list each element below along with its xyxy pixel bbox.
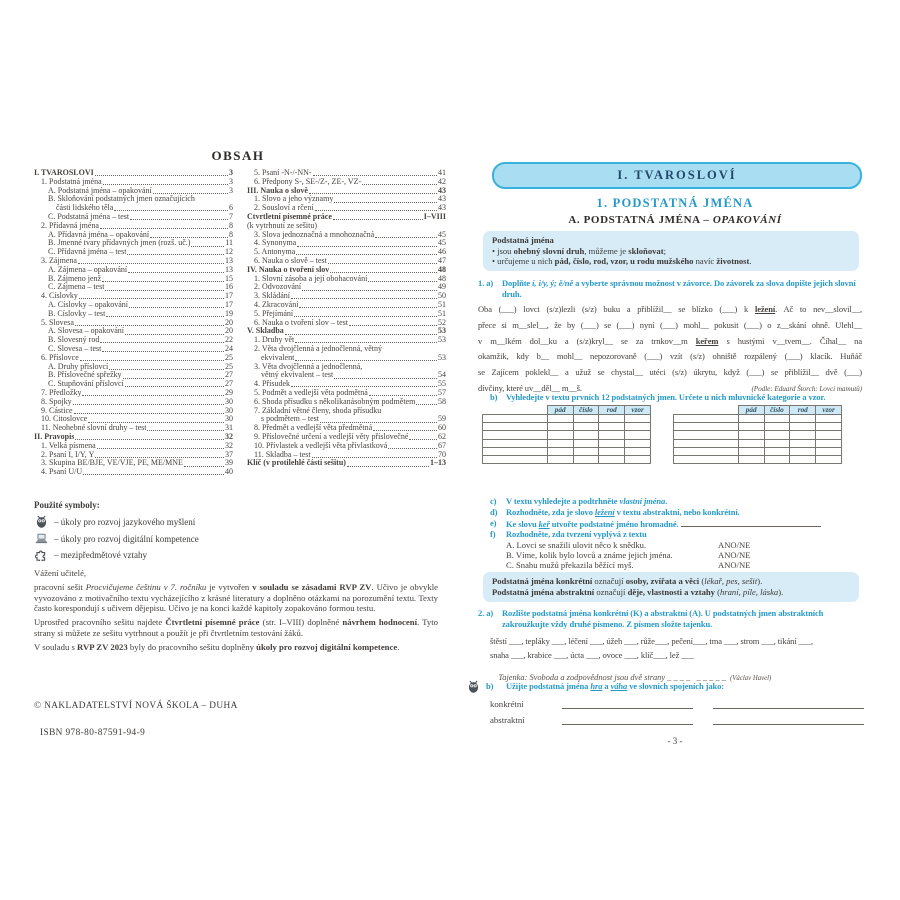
symbols-legend (34, 500, 434, 566)
toc-page-number: 15 (225, 274, 233, 283)
toc-entry: 6. Nauka o tvoření slov – test 52 (254, 318, 446, 327)
dot-leader (191, 246, 224, 247)
toc-page-number: 19 (225, 309, 233, 318)
toc-page-number: 13 (225, 256, 233, 265)
exercise-1f-instruction: f) Rozhodněte, zda tvrzení vyplývá z textu (490, 529, 647, 539)
dot-leader (368, 281, 437, 282)
toc-page-number: 46 (438, 248, 446, 257)
toc-entry: A. Zájmena – opakování 13 (48, 265, 233, 274)
toc-entry: 9. Příslovečné určení a vedlejší věty příslovečné 62 (254, 432, 446, 441)
toc-page-number: 52 (438, 318, 446, 327)
toc-entry: II. Pravopis 32 (34, 432, 233, 441)
dot-leader (294, 316, 437, 317)
exercise-number: 2. a) (478, 608, 494, 618)
toc-page-number: 47 (438, 256, 446, 265)
dot-leader (95, 457, 224, 458)
toc-page-number: 62 (438, 432, 446, 441)
toc-entry: 11. Skladba – test 70 (254, 450, 446, 459)
toc-page-number: 22 (225, 336, 233, 345)
right-page (460, 150, 880, 790)
dot-leader (375, 237, 437, 238)
dot-leader (334, 378, 437, 379)
dot-leader (78, 263, 224, 264)
toc-column-left (34, 169, 233, 477)
toc-page-number: 43 (438, 186, 446, 195)
table-cell (673, 455, 739, 464)
infobox-line: Podstatná jména abstraktní označují děje, vlastnosti a vztahy (hraní, píle, láska). (492, 587, 784, 597)
dot-leader (102, 351, 224, 352)
toc-entry: 2. Odvozování 49 (254, 283, 446, 292)
cloze-text (478, 302, 862, 397)
toc-column-right (247, 169, 446, 477)
toc-entry: s podmětem – test 59 (261, 415, 446, 424)
toc-page-number: 48 (438, 265, 446, 274)
table-header-cell: číslo (764, 405, 791, 415)
toc-page-number: 16 (225, 283, 233, 292)
toc-page-number: 40 (225, 468, 233, 477)
dot-leader (88, 422, 224, 423)
infobox-title: Podstatná jména (492, 235, 554, 245)
toc-page-number: 50 (438, 292, 446, 301)
dot-leader (153, 193, 228, 194)
toc-entry: A. Číslovky – opakování 17 (48, 300, 233, 309)
ano-ne-choice: ANO/NE (718, 560, 751, 570)
infobox-line: • jsou ohebný slovní druh, můžeme je skloňovat; (492, 245, 666, 256)
dot-leader (103, 184, 228, 185)
dot-leader (333, 219, 423, 220)
toc-entry: 1. Druhy vět 53 (254, 336, 446, 345)
answer-blank (713, 698, 864, 709)
answer-blank (681, 518, 821, 527)
toc-page-number: 45 (438, 239, 446, 248)
toc-page-number: 11 (225, 239, 233, 248)
toc-entry: 4. Číslovky 17 (41, 292, 233, 301)
toc-page-number: 57 (438, 388, 446, 397)
dot-leader (75, 325, 224, 326)
toc-page-number: 17 (225, 292, 233, 301)
toc-entry: Klíč (v protilehlé části sešitu) 1–13 (247, 459, 446, 468)
toc-page-number: 12 (225, 248, 233, 257)
laptop-icon (34, 533, 48, 544)
toc-page-number: 8 (229, 230, 233, 239)
table-cell (815, 455, 842, 464)
dot-leader (309, 193, 437, 194)
symbols-list (34, 515, 434, 561)
toc-entry: 6. Předpony S-, SE-/Z-, ZE-, VZ- 42 (254, 177, 446, 186)
toc-entry: 1. Podstatná jména 3 (41, 177, 233, 186)
toc-entry: 4. Přísudek 55 (254, 380, 446, 389)
symbol-legend-item (34, 515, 434, 528)
toc-page-number: 55 (438, 380, 446, 389)
true-false-item: B. Víme, kolik bylo lovců a známe jejich jména. ANO/NE (506, 550, 751, 560)
dot-leader (100, 228, 228, 229)
dot-leader (330, 272, 437, 273)
exercise-1c-instruction: c) V textu vyhledejte a podtrhněte vlastní jména. (490, 496, 668, 506)
toc-entry: 1. Slovo a jeho významy 43 (254, 195, 446, 204)
left-page (30, 148, 446, 788)
toc-entry: 6. Shoda přísudku s několikanásobným podmětem 58 (254, 397, 446, 406)
toc-entry: C. Podstatná jména – test 7 (48, 212, 233, 221)
toc-entry: A. Podstatná jména – opakování 3 (48, 186, 233, 195)
toc-entry: III. Nauka o slově 43 (247, 186, 446, 195)
toc-entry: B. Skloňování podstatných jmen označujících (48, 195, 195, 204)
toc-page-number: 51 (438, 300, 446, 309)
teacher-letter (34, 568, 438, 656)
dot-leader (328, 263, 437, 264)
toc-page-number: 1–13 (430, 459, 446, 468)
toc-page-number: 25 (225, 353, 233, 362)
exercise-1b-instruction: b) Vyhledejte v textu prvních 12 podstatných jmen. Určete u nich mluvnické kategorie a vzor. (490, 392, 826, 402)
toc-page-number: 30 (225, 406, 233, 415)
toc-page-number: 37 (225, 450, 233, 459)
toc-entry: 4. Synonyma 45 (254, 239, 446, 248)
toc-entry: 10. Citoslovce 30 (41, 415, 233, 424)
dot-leader (74, 413, 224, 414)
toc-entry: 2. Přídavná jména 8 (41, 221, 233, 230)
toc-entry: Čtvrtletní písemné práce I–VIII (247, 212, 446, 221)
dot-leader (297, 246, 437, 247)
dot-leader (347, 466, 429, 467)
toc-page-number: 32 (225, 432, 233, 441)
toc-entry: IV. Nauka o tvoření slov 48 (247, 265, 446, 274)
dot-leader (296, 254, 437, 255)
toc-page-number: 29 (225, 388, 233, 397)
toc-page-number: 51 (438, 309, 446, 318)
toc-page-number: 53 (438, 353, 446, 362)
table-header-cell: číslo (573, 405, 600, 415)
toc-entry: 10. Přívlastek a vedlejší věta přívlastková 67 (254, 441, 446, 450)
dot-leader (130, 219, 228, 220)
infobox-line: • určujeme u nich pád, číslo, rod, vzor, u rodu mužského navíc životnost. (492, 256, 752, 267)
dot-leader (349, 325, 437, 326)
cloze-line: přece si m__slel__, že by (___) se (___) nyní (___) mohl__ pokusit (___) o z__skání ohně. Ulehl__ (478, 319, 862, 330)
dot-leader (313, 175, 437, 176)
exercise-2a-instruction: 2. a) Rozlište podstatná jména konkrétní (K) a abstraktní (A). U podstatných jmen abstraktních zakroužkujte vždy druhé písmeno. Z písmen složte tajenku. (478, 608, 824, 629)
table-row (483, 456, 656, 464)
toc-entry: B. Zájmeno jenž 15 (48, 274, 233, 283)
dot-leader (125, 386, 224, 387)
dot-leader (285, 334, 437, 335)
toc-entry: 2. Psaní I, Í/Y, Ý 37 (41, 450, 233, 459)
letter-paragraph: Uprostřed pracovního sešitu najdete Čtvrtletní písemné práce (str. I–VIII) doplněné návrhem hodnocení. Tyto strany si můžete ze sešitu vytrhnout a použít je při čtvrtletním testování žáků. (34, 617, 438, 638)
toc-entry: 3. Zájmena 13 (41, 256, 233, 265)
dot-leader (123, 378, 224, 379)
toc-entry: C. Zájmena – test 16 (48, 283, 233, 292)
exercise-2b-instruction: b) Užijte podstatná jména hra a váha ve slovních spojeních jako: (468, 681, 864, 696)
symbol-label: – úkoly pro rozvoj jazykového myšlení (54, 516, 196, 527)
exercise-1d-instruction: d) Rozhodněte, zda je slovo ležení v textu abstraktní, nebo konkrétní. (490, 507, 740, 517)
dot-leader (302, 290, 437, 291)
dot-leader (75, 439, 224, 440)
symbol-legend-item (34, 549, 434, 561)
cloze-line: okamžik, kdy b__ mohl__ nepozorovaně (___) vzít (s/z) ohniště rozpálený (___) klacík. Huňáč (478, 351, 862, 362)
dot-leader (95, 175, 228, 176)
toc-entry: ekvivalent 53 (261, 353, 446, 362)
answer-blank (562, 714, 693, 725)
toc-page-number: 58 (438, 397, 446, 406)
toc-page-number: 27 (225, 380, 233, 389)
table-header-cell: rod (789, 405, 816, 415)
letter-salutation: Vážení učitelé, (34, 568, 87, 578)
dot-leader (295, 342, 437, 343)
toc-page-number: 20 (225, 327, 233, 336)
toc-entry: 5. Antonyma 46 (254, 248, 446, 257)
dot-leader (295, 360, 437, 361)
fill-row-abstraktni: abstraktní (490, 714, 864, 725)
toc-entry: části lidského těla 6 (56, 204, 233, 213)
dot-leader (320, 422, 437, 423)
toc-page-number: 3 (229, 169, 233, 177)
dot-leader (291, 386, 437, 387)
toc-entry: 2. Věta dvojčlenná a jednočlenná, větný (254, 344, 383, 353)
toc-entry: B. Slovesný rod 22 (48, 336, 233, 345)
toc-page-number: 53 (438, 327, 446, 336)
toc-entry: (k vytrhnutí ze sešitu) (247, 221, 317, 230)
toc-page-number: 42 (438, 177, 446, 186)
toc-page-number: 45 (438, 230, 446, 239)
dot-leader (79, 298, 224, 299)
grammar-tables (483, 406, 847, 464)
symbol-label: – mezipředmětové vztahy (54, 550, 147, 560)
dot-leader (105, 290, 224, 291)
dot-leader (362, 184, 437, 185)
toc-entry: 1. Velká písmena 32 (41, 441, 233, 450)
dot-leader (373, 430, 437, 431)
toc-page-number: 39 (225, 459, 233, 468)
toc-entry: větný ekvivalent – test 54 (261, 371, 446, 380)
owl-icon (468, 680, 482, 696)
toc-entry: A. Slovesa – opakování 20 (48, 327, 233, 336)
toc-entry: 1. Slovní zásoba a její obohacování 48 (254, 274, 446, 283)
symbols-title: Použité symboly: (34, 500, 100, 510)
dot-leader (73, 404, 224, 405)
table-header-cell: vzor (815, 405, 842, 415)
publisher-line: © NAKLADATELSTVÍ NOVÁ ŠKOLA – DUHA (34, 701, 238, 711)
dot-leader (80, 360, 224, 361)
toc-entry: 5. Psaní -N-/-NN- 41 (254, 169, 446, 177)
dot-leader (312, 457, 437, 458)
toc-page-number: 25 (225, 362, 233, 371)
toc-entry: 3. Slova jednoznačná a mnohoznačná 45 (254, 230, 446, 239)
toc-entry: 4. Zkracování 51 (254, 300, 446, 309)
toc-entry: 11. Neohebné slovní druhy – test 31 (41, 424, 233, 433)
symbol-legend-item (34, 533, 434, 544)
dot-leader (82, 395, 224, 396)
toc-entry: 3. Skládání 50 (254, 292, 446, 301)
dot-leader (299, 307, 437, 308)
dot-leader (127, 254, 224, 255)
toc-entry: 5. Podmět a vedlejší věta podmětná 57 (254, 388, 446, 397)
exercise-letter: b) (490, 392, 498, 402)
dot-leader (150, 237, 228, 238)
dot-leader (114, 210, 228, 211)
toc-entry: C. Stupňování příslovcí 27 (48, 380, 233, 389)
toc-entry: 3. Věta dvojčlenná a jednočlenná, (254, 362, 363, 371)
toc-entry: A. Přídavná jména – opakování 8 (48, 230, 233, 239)
toc-page-number: 60 (438, 424, 446, 433)
table-cell (738, 455, 765, 464)
chapter-banner: I. TVAROSLOVÍ (492, 162, 862, 189)
puzzle-icon (34, 549, 48, 561)
toc-page-number: 43 (438, 204, 446, 213)
toc-entry: B. Číslovky – test 19 (48, 309, 233, 318)
answer-blank (562, 698, 693, 709)
cloze-line: se Zajícem poklekl__ a užuž se chystal__ utéci (s/z) úkrytu, když (___) se přiblížil__ dvě (___) (478, 367, 862, 378)
exercise-1a-instruction: 1. a) Doplňte í, i/y, ý; ě/ně a vyberte správnou možnost v závorce. Do závorek za slova dopište jejich slovní druh. (478, 278, 856, 299)
grammar-infobox (483, 572, 859, 602)
dot-leader (100, 342, 224, 343)
toc-entry: 7. Předložky 29 (41, 388, 233, 397)
toc-entry: C. Přídavná jména – test 12 (48, 248, 233, 257)
dot-leader (315, 210, 437, 211)
grammar-infobox (483, 231, 859, 271)
toc-entry: 3. Skupina BĚ/BJE, VĚ/VJE, PĚ, MĚ/MNĚ 39 (41, 459, 233, 468)
fill-row-konkretni: konkrétní (490, 698, 864, 709)
toc-entry: B. Příslovečné spřežky 27 (48, 371, 233, 380)
ano-ne-choice: ANO/NE (718, 550, 751, 560)
table-header-cell: vzor (624, 405, 651, 415)
table-of-contents (34, 169, 446, 477)
toc-page-number: 59 (438, 415, 446, 424)
dot-leader (416, 404, 437, 405)
toc-page-number: 24 (225, 344, 233, 353)
dot-leader (334, 202, 437, 203)
isbn-line: ISBN 978-80-87591-94-9 (40, 728, 146, 738)
toc-page-number: 3 (229, 186, 233, 195)
table-header-cell: rod (598, 405, 625, 415)
toc-page-number: 48 (438, 274, 446, 283)
toc-page-number: 41 (438, 169, 446, 177)
toc-page-number: 6 (229, 204, 233, 213)
dot-leader (184, 466, 224, 467)
dot-leader (129, 307, 224, 308)
toc-page-number: 49 (438, 283, 446, 292)
dot-leader (97, 448, 224, 449)
toc-page-number: 17 (225, 300, 233, 309)
toc-entry: C. Slovesa – test 24 (48, 344, 233, 353)
dot-leader (128, 272, 224, 273)
letter-paragraph: pracovní sešit Procvičujeme češtinu v 7. ročníku je vytvořen v souladu se zásadami RVP ZV. Učivo je obvykle vyvozováno z motivačního textu vycházejícího z krásné literatury a doplněno otázkami na porozumění textu. Texty často korespondují s učivem dějepisu. Učivo je na konci každé kapitoly zopakováno formou testu. (34, 581, 438, 614)
owl-icon (34, 515, 48, 528)
toc-page-number: I–VIII (423, 212, 446, 221)
dot-leader (369, 395, 437, 396)
toc-entry: 6. Nauka o slově – test 47 (254, 256, 446, 265)
dot-leader (388, 448, 437, 449)
tajenka-line: Tajenka: Svoboda a zodpovědnost jsou dvě strany _ _ _ _ _ _ _ _ _ (Václav Havel) (498, 673, 772, 682)
cloze-line: dívčiny, které uv__děl__ m__š. (Podle: Eduard Štorch: Lovci mamutů) (478, 381, 862, 397)
exercise-number: 1. a) (478, 278, 494, 288)
dot-leader (109, 369, 224, 370)
infobox-line: Podstatná jména konkrétní označují osoby, zvířata a věci (lékař, pes, sešit). (492, 576, 763, 586)
toc-page-number: 13 (225, 265, 233, 274)
toc-entry: I. TVAROSLOVÍ 3 (34, 169, 233, 177)
toc-page-number: 20 (225, 318, 233, 327)
dot-leader (291, 298, 437, 299)
toc-page-number: 30 (225, 397, 233, 406)
letter-paragraph: V souladu s RVP ZV 2023 byly do pracovního sešitu doplněny úkoly pro rozvoj digitální kompetence. (34, 641, 400, 652)
dot-leader (102, 281, 224, 282)
symbol-label: – úkoly pro rozvoj digitální kompetence (54, 533, 199, 544)
toc-entry: 6. Příslovce 25 (41, 353, 233, 362)
toc-entry: A. Druhy příslovcí 25 (48, 362, 233, 371)
table-cell (547, 455, 574, 464)
toc-page-number: 31 (225, 424, 233, 433)
quote-author: (Václav Havel) (730, 675, 772, 682)
toc-page-number: 54 (438, 371, 446, 380)
table-cell (789, 455, 816, 464)
cloze-line: Oba (___) lovci (s/z)lezli (s/z) buku a přiblížil__ se blízko (___) k ležení. Ač to nev__slovil__, (478, 304, 862, 314)
toc-page-number: 43 (438, 195, 446, 204)
toc-entry: B. Jmenné tvary přídavných jmen (rozš. uč.) 11 (48, 239, 233, 248)
category-table (674, 406, 847, 464)
page-number: - 3 - (667, 736, 683, 746)
true-false-item: C. Snahu mužů překazila běžící myš. ANO/NE (506, 560, 751, 570)
toc-page-number: 67 (438, 441, 446, 450)
answer-blank (713, 714, 864, 725)
toc-page-number: 32 (225, 441, 233, 450)
toc-page-number: 3 (229, 177, 233, 186)
table-cell (573, 455, 600, 464)
dot-leader (147, 430, 224, 431)
toc-entry: 7. Základní větné členy, shoda přísudku (254, 406, 382, 415)
table-cell (764, 455, 791, 464)
category-table (483, 406, 656, 464)
word-list-line: snaha ___, krabice ___, úcta ___, ovoce ___, klíč___, lež ___ (490, 650, 694, 660)
toc-entry: 4. Psaní Ú/Ů 40 (41, 468, 233, 477)
table-cell (598, 455, 625, 464)
cloze-line: v m__lkém dol__ku a (s/z)kryl__ se za trnkov__m keřem s hustými v__tvem__. Číhal__ na (478, 335, 863, 346)
toc-title: OBSAH (211, 148, 265, 163)
dot-leader (409, 439, 437, 440)
toc-entry: 5. Přejímání 51 (254, 309, 446, 318)
word-list-line: štěstí ___, tepláky ___, léčení ___, úžeh ___, růže___, pečení___, tma ___, strom ___, tikání ___, (490, 636, 814, 646)
exercise-1e-instruction: e) Ke slovu keř utvořte podstatné jméno hromadné. (490, 518, 864, 530)
toc-page-number: 70 (438, 450, 446, 459)
toc-page-number: 30 (225, 415, 233, 424)
table-row (674, 456, 847, 464)
dot-leader (125, 334, 224, 335)
dot-leader (83, 474, 224, 475)
section-title: 1. PODSTATNÁ JMÉNA (596, 196, 754, 210)
toc-entry: V. Skladba 53 (247, 327, 446, 336)
dot-leader (106, 316, 224, 317)
toc-entry: 5. Slovesa 20 (41, 318, 233, 327)
ano-ne-choice: ANO/NE (718, 540, 751, 550)
toc-page-number: 8 (229, 221, 233, 230)
toc-page-number: 7 (229, 212, 233, 221)
toc-entry: 9. Částice 30 (41, 406, 233, 415)
table-cell (482, 455, 548, 464)
table-cell (624, 455, 651, 464)
toc-entry: 8. Spojky 30 (41, 397, 233, 406)
table-header-cell: pád (738, 405, 765, 415)
true-false-item: A. Lovci se snažili ulovit něco k snědku. ANO/NE (506, 540, 751, 550)
toc-page-number: 53 (438, 336, 446, 345)
toc-page-number: 27 (225, 371, 233, 380)
toc-entry: 8. Předmět a vedlejší věta předmětná 60 (254, 424, 446, 433)
subsection-title: A. PODSTATNÁ JMÉNA – OPAKOVÁNÍ (568, 214, 782, 226)
table-header-cell: pád (547, 405, 574, 415)
source-attribution: (Podle: Eduard Štorch: Lovci mamutů) (751, 383, 862, 393)
toc-entry: 2. Sousloví a rčení 43 (254, 204, 446, 213)
